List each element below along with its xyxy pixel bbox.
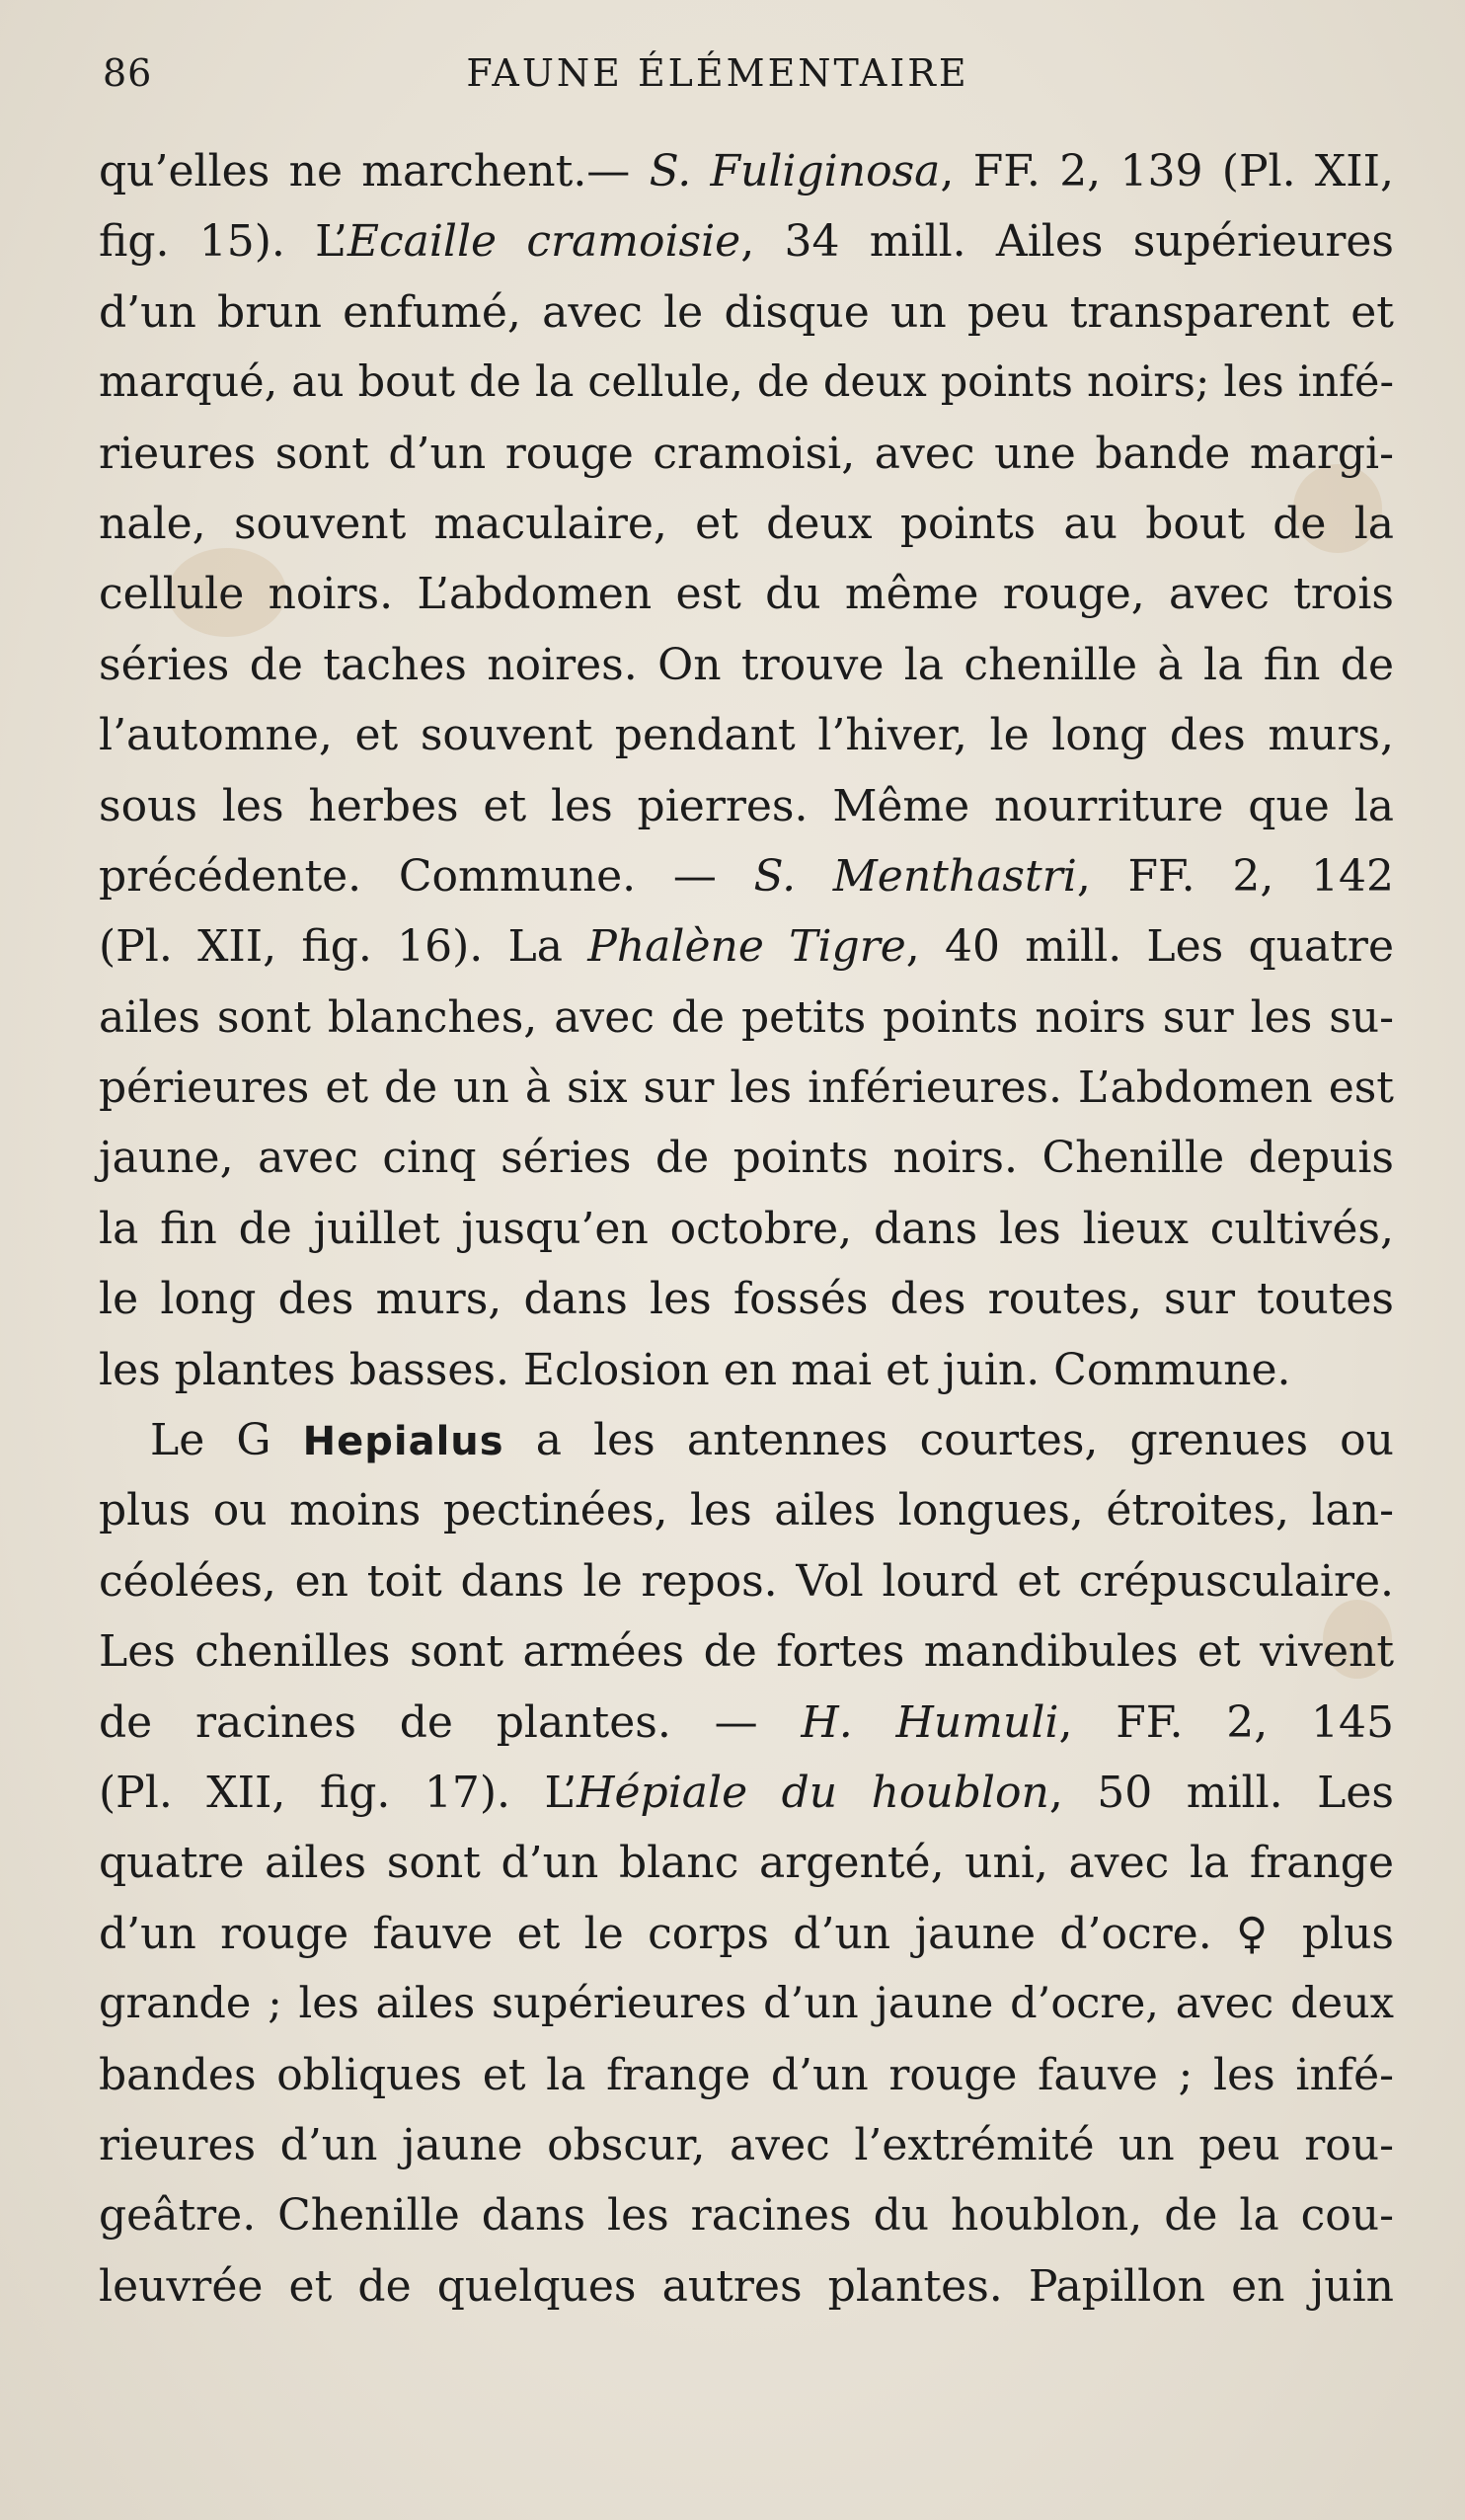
- italic-text: S. Menthastri: [753, 850, 1077, 902]
- text-line: [99, 1616, 1394, 1687]
- text-segment: séries de taches noires. On trouve la chenille à la fin de: [99, 639, 1394, 690]
- text-segment: qu’elles ne marchent.—: [99, 146, 650, 197]
- text-segment: jaune, avec cinq séries de points noirs. Chenille depuis: [99, 1133, 1394, 1184]
- text-segment: nale, souvent maculaire, et deux points au bout de la: [99, 498, 1394, 549]
- text-segment: sous les herbes et les pierres. Même nourriture que la: [99, 780, 1394, 831]
- text-segment: Les chenilles sont armées de fortes mandibules et vivent: [99, 1626, 1394, 1678]
- text-segment: marqué, au bout de la cellule, de deux points noirs; les infé-: [99, 357, 1394, 408]
- text-line: [99, 277, 1394, 348]
- body-text: [99, 136, 1394, 2322]
- text-segment: rieures d’un jaune obscur, avec l’extrémité un peu rou-: [99, 2119, 1394, 2170]
- text-segment: périeures et de un à six sur les inférieures. L’abdomen est: [99, 1063, 1394, 1114]
- text-line: [99, 1475, 1394, 1545]
- text-line: [99, 1758, 1394, 1828]
- text-segment: , FF. 2, 139 (Pl. XII,: [940, 146, 1394, 197]
- genus-name: Hepialus: [302, 1419, 504, 1465]
- text-segment: précédente. Commune. —: [99, 850, 754, 902]
- text-line: [99, 1335, 1394, 1405]
- text-segment: céolées, en toit dans le repos. Vol lourd et crépusculaire.: [99, 1555, 1394, 1607]
- text-segment: bandes obliques et la frange d’un rouge fauve ; les infé-: [99, 2049, 1394, 2100]
- italic-text: Hépiale du houblon: [577, 1767, 1049, 1818]
- text-line: [99, 489, 1394, 559]
- text-segment: plus ou moins pectinées, les ailes longues, étroites, lan-: [99, 1485, 1394, 1536]
- text-line: [99, 559, 1394, 629]
- text-segment: d’un rouge fauve et le corps d’un jaune d’ocre. ♀ plus: [99, 1908, 1394, 1959]
- text-line: [99, 1688, 1394, 1758]
- text-segment: Le G: [150, 1415, 303, 1466]
- text-segment: quatre ailes sont d’un blanc argenté, uni, avec la frange: [99, 1838, 1394, 1889]
- page-number: 86: [103, 51, 153, 95]
- running-title: FAUNE ÉLÉMENTAIRE: [466, 51, 969, 95]
- italic-text: H. Humuli: [801, 1696, 1059, 1748]
- text-segment: leuvrée et de quelques autres plantes. Papillon en juin: [99, 2260, 1394, 2312]
- text-segment: (Pl. XII, fig. 17). L’: [99, 1767, 578, 1818]
- italic-text: S. Fuliginosa: [649, 146, 941, 197]
- text-segment: a les antennes courtes, grenues ou: [503, 1415, 1394, 1466]
- text-line: [99, 1405, 1394, 1475]
- running-head: [0, 51, 1465, 111]
- text-line: [99, 206, 1394, 276]
- italic-text: Phalène Tigre: [587, 921, 906, 973]
- text-line: [99, 911, 1394, 982]
- text-segment: , FF. 2, 145: [1058, 1696, 1395, 1748]
- text-line: [99, 2040, 1394, 2110]
- text-segment: fig. 15). L’: [99, 216, 347, 268]
- text-line: [99, 1546, 1394, 1616]
- text-segment: grande ; les ailes supérieures d’un jaune d’ocre, avec deux: [99, 1979, 1394, 2029]
- text-segment: d’un brun enfumé, avec le disque un peu transparent et: [99, 286, 1394, 338]
- text-segment: , 40 mill. Les quatre: [905, 921, 1394, 973]
- text-line: [99, 2251, 1394, 2322]
- italic-text: Ecaille cramoisie: [347, 216, 741, 268]
- text-line: [99, 1194, 1394, 1264]
- text-line: [99, 841, 1394, 911]
- text-line: [99, 2180, 1394, 2250]
- text-line: [99, 771, 1394, 841]
- text-segment: la fin de juillet jusqu’en octobre, dans les lieux cultivés,: [99, 1203, 1394, 1254]
- text-segment: , 34 mill. Ailes supérieures: [740, 216, 1394, 268]
- text-line: [99, 348, 1394, 418]
- text-line: [99, 630, 1394, 700]
- text-line: [99, 1264, 1394, 1334]
- text-segment: le long des murs, dans les fossés des routes, sur toutes: [99, 1274, 1394, 1325]
- text-line: [99, 136, 1394, 206]
- text-segment: ailes sont blanches, avec de petits points noirs sur les su-: [99, 991, 1394, 1043]
- text-segment: , 50 mill. Les: [1048, 1767, 1394, 1818]
- text-line: [99, 1123, 1394, 1193]
- text-line: [99, 983, 1394, 1053]
- text-segment: , FF. 2, 142: [1076, 850, 1394, 902]
- text-line: [99, 1969, 1394, 2039]
- text-line: [99, 1899, 1394, 1969]
- text-segment: rieures sont d’un rouge cramoisi, avec une bande margi-: [99, 428, 1394, 479]
- text-segment: cellule noirs. L’abdomen est du même rouge, avec trois: [99, 569, 1394, 620]
- text-segment: l’automne, et souvent pendant l’hiver, le long des murs,: [99, 710, 1394, 761]
- text-line: [99, 419, 1394, 489]
- text-line: [99, 1828, 1394, 1898]
- text-segment: (Pl. XII, fig. 16). La: [99, 921, 588, 973]
- text-line: [99, 700, 1394, 770]
- text-line: [99, 1053, 1394, 1123]
- text-line: [99, 2110, 1394, 2180]
- text-segment: geâtre. Chenille dans les racines du houblon, de la cou-: [99, 2190, 1394, 2242]
- text-segment: les plantes basses. Eclosion en mai et juin. Commune.: [99, 1344, 1291, 1395]
- text-segment: de racines de plantes. —: [99, 1696, 802, 1748]
